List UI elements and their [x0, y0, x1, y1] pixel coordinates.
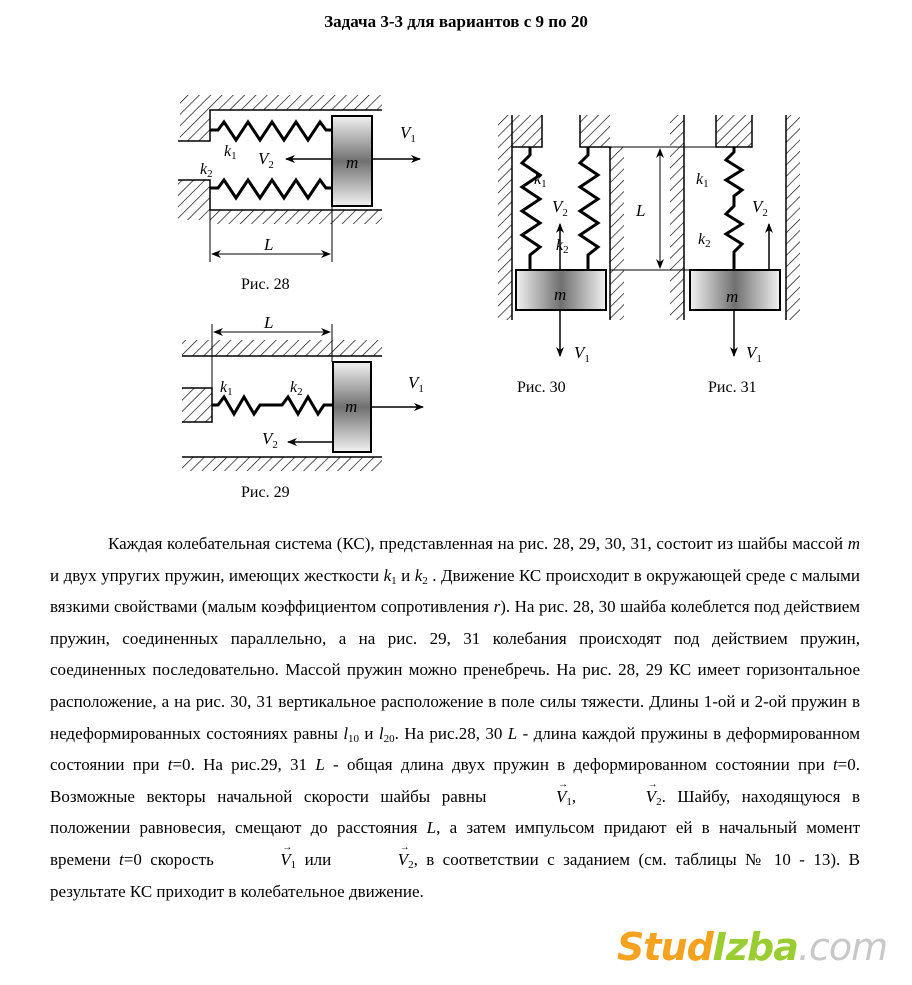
v1-label: $V_1$ — [574, 343, 590, 365]
v2-label: $V_2$ — [552, 197, 568, 219]
k2-label: k2 — [200, 161, 213, 180]
k1-label: k1 — [696, 171, 709, 190]
k1-label: k1 — [534, 171, 547, 190]
figure-30-31 — [490, 110, 800, 370]
v2-label: $V_2$ — [752, 197, 768, 219]
figure-29 — [170, 310, 450, 470]
page-title: Задача 3-3 для вариантов с 9 по 20 — [324, 12, 588, 31]
problem-text: Каждая колебательная система (КС), представленная на рис. 28, 29, 30, 31, состоит из шайбы массой m и двух упругих пружин, имеющих жесткости $k_1$ и $k_2$ . Движение КС происходит в окружающей среде с малыми вязкими свойствами (малым коэффициентом сопротивления r). На рис. 28, 30 шайба колеблется под действием пружин, соединенных параллельно, а на рис. 29, 31 колебания происходят под действием пружин, соединенных последовательно. Массой пружин можно пренебречь. На рис. 28, 29 КС имеет горизонтальное расположение, а на рис. 30, 31 вертикальное расположение в поле силы тяжести. Длины 1-ой и 2-ой пружин в недеформированных состояниях равны $l_{10}$ и $l_{20}$. На рис.28, 30 L - длина каждой пружины в деформированном состоянии при t=0. На рис.29, 31 L - общая длина двух пружин в деформированном состоянии при t=0. Возможные векторы начальной скорости шайбы равны → $V_1$, → $V_2$. Шайбу, находящуюся в положении равновесия, смещают до расстояния L, а затем импульсом придают ей в начальный момент времени t=0 скорость → $V_1$ или → $V_2$, в соответствии с заданием (см. таблицы № 10 - 13). В результате КС приходит в колебательное движение. — [50, 528, 860, 907]
v1-label: $V_1$ — [400, 123, 416, 145]
v2-label: $V_2$ — [262, 429, 278, 451]
figure-29-caption: Рис. 29 — [241, 484, 290, 501]
v2-label: $V_2$ — [258, 149, 274, 171]
k1-label: k1 — [220, 379, 233, 398]
figure-30-caption: Рис. 30 — [517, 379, 566, 396]
figure-28-caption: Рис. 28 — [241, 276, 290, 293]
spring-k2 — [580, 147, 598, 270]
k1-label: k1 — [224, 143, 237, 162]
figure-31-caption: Рис. 31 — [708, 379, 757, 396]
k2-label: k2 — [698, 231, 711, 250]
length-label: L — [636, 201, 646, 220]
length-label: L — [264, 235, 274, 254]
length-label: L — [264, 313, 274, 332]
spring-k1 — [210, 122, 332, 140]
spring-k1 — [522, 147, 540, 270]
v1-label: $V_1$ — [408, 373, 424, 395]
spring-k2 — [210, 180, 332, 198]
mass-label: m — [345, 397, 358, 416]
spring-k2 — [272, 397, 333, 414]
figure-28 — [170, 90, 450, 290]
mass-label: m — [346, 153, 359, 172]
studizba-watermark: StudIzba.com — [617, 925, 888, 969]
k2-label: k2 — [290, 379, 303, 398]
v1-label: $V_1$ — [746, 343, 762, 365]
mass-label: m — [726, 287, 739, 306]
spring-k1 — [212, 397, 272, 414]
mass-label: m — [554, 285, 567, 304]
spring-k1-k2-series — [726, 147, 742, 270]
k2-label: k2 — [556, 237, 569, 256]
